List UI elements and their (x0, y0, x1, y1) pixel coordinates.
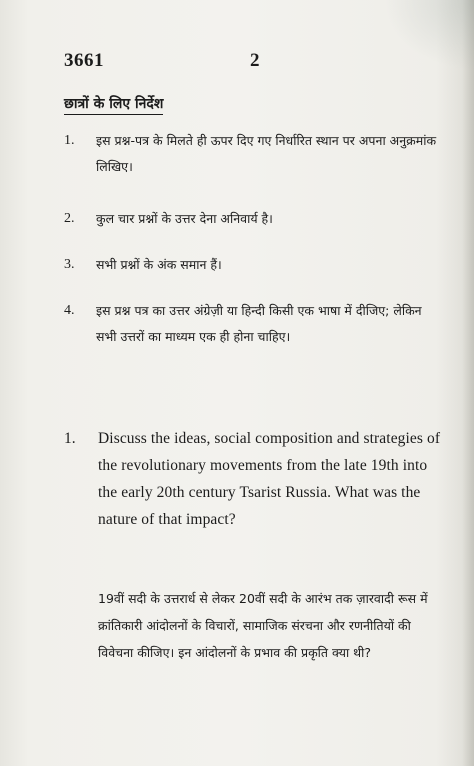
question-number: 1. (64, 430, 76, 447)
instruction-number: 1. (64, 133, 75, 148)
instruction-text: सभी प्रश्नों के अंक समान हैं। (96, 257, 222, 272)
scan-smudge (384, 0, 474, 70)
instruction-item-2 (64, 206, 444, 232)
instruction-number: 3. (64, 257, 75, 272)
paper-code: 3661 (64, 50, 104, 71)
instruction-item-4 (64, 298, 444, 350)
instruction-number: 4. (64, 303, 75, 318)
page-edge-shadow (462, 0, 474, 766)
instruction-text: इस प्रश्न पत्र का उत्तर अंग्रेज़ी या हिन्दी किसी एक भाषा में दीजिए; लेकिन सभी उत्तरों का माध्यम एक ही होना चाहिए। (96, 303, 422, 344)
instruction-item-3 (64, 252, 444, 278)
instruction-number: 2. (64, 211, 75, 226)
question-text-hindi: 19वीं सदी के उत्तरार्ध से लेकर 20वीं सदी के आरंभ तक ज़ारवादी रूस में क्रांतिकारी आंदोलनों के विचारों, सामाजिक संरचना और रणनीतियों की विवेचना कीजिए। इन आंदोलनों के प्रभाव की प्रकृति क्या थी? (98, 591, 428, 660)
instruction-text: इस प्रश्न-पत्र के मिलते ही ऊपर दिए गए निर्धारित स्थान पर अपना अनुक्रमांक लिखिए। (96, 133, 437, 174)
page-number: 2 (250, 50, 260, 71)
instruction-text: कुल चार प्रश्नों के उत्तर देना अनिवार्य है। (96, 211, 273, 226)
instruction-item-1 (64, 128, 444, 180)
question-1 (64, 425, 444, 533)
instructions-heading: छात्रों के लिए निर्देश (64, 95, 163, 115)
question-text-english: Discuss the ideas, social composition and strategies of the revolutionary movements from the late 19th into the early 20th century Tsarist Russia. What was the nature of that impact? (98, 430, 441, 528)
